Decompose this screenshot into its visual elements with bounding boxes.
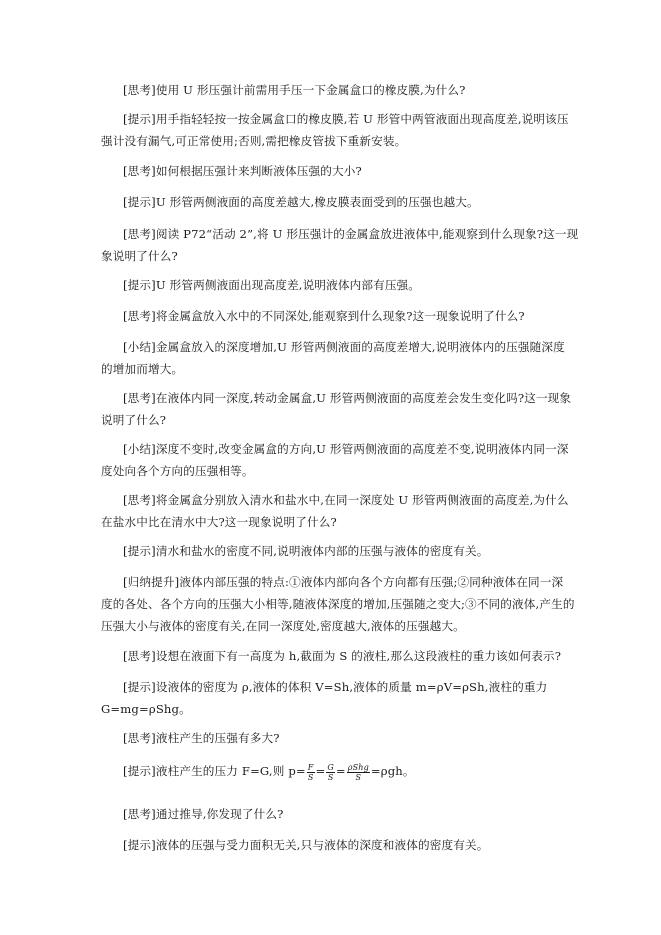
fraction-numerator: F — [307, 762, 314, 772]
text-line: 在盐水中比在清水中大?这一现象说明了什么? — [101, 515, 337, 529]
fraction-g-over-s — [326, 763, 335, 782]
text-line: [思考]将金属盒分别放入清水和盐水中,在同一深度处 U 形管两侧液面的高度差,为什么 — [123, 493, 569, 507]
paragraph-think-9 — [123, 803, 543, 825]
fraction-rhoshg-over-s — [347, 763, 370, 782]
paragraph-think-4 — [123, 305, 543, 327]
paragraph-summary-2 — [101, 438, 569, 482]
text-line: G=mg=ρShg。 — [101, 702, 191, 716]
text-line: [思考]如何根据压强计来判断液体压强的大小? — [123, 164, 362, 178]
fraction-denominator: S — [327, 772, 334, 782]
text-line: [提示]用手指轻轻按一按金属盒口的橡皮膜,若 U 形管中两管液面出现高度差,说明该压 — [123, 112, 569, 126]
equation-line: [提示]液柱产生的压力 F=G,则 p= $\frac{F}{S}$ = $\frac{G}{S}$ = $\frac{\text{ρShg}}{S}$ =ρgh。 — [123, 762, 415, 782]
text-line: [小结]金属盒放入的深度增加,U 形管两侧液面的高度差增大,说明液体内的压强随深度 — [123, 340, 565, 354]
fraction-f-over-s — [307, 763, 315, 782]
text-line: [提示]设液体的密度为 ρ,液体的体积 V=Sh,液体的质量 m=ρV=ρSh,液柱的重力 — [123, 680, 548, 694]
paragraph-think-3 — [101, 223, 579, 267]
text-line: 象说明了什么? — [101, 249, 178, 263]
paragraph-think-7 — [123, 645, 562, 667]
text-line: [归纳提升]液体内部压强的特点:①液体内部向各个方向都有压强;②同种液体在同一深 — [123, 575, 564, 589]
text-line: 度的各处、各个方向的压强大小相等,随液体深度的增加,压强随之变大;③不同的液体,产生的 — [101, 597, 575, 611]
text-line: [思考]将金属盒放入水中的不同深处,能观察到什么现象?这一现象说明了什么? — [123, 309, 525, 323]
paragraph-hint-2 — [123, 191, 543, 213]
text-line: [提示]液体的压强与受力面积无关,只与液体的深度和液体的密度有关。 — [123, 838, 489, 852]
text-line: [提示]U 形管两侧液面的高度差越大,橡皮膜表面受到的压强也越大。 — [123, 195, 479, 209]
text-line: 说明了什么? — [101, 413, 167, 427]
text-line: 压强大小与液体的密度有关,在同一深度处,密度越大,液体的压强越大。 — [101, 619, 465, 633]
paragraph-think-2 — [123, 160, 543, 182]
text-line: [提示]清水和盐水的密度不同,说明液体内部的压强与液体的密度有关。 — [123, 544, 489, 558]
paragraph-conclusion — [101, 571, 575, 637]
paragraph-hint-5 — [101, 676, 548, 720]
text-line: [思考]在液体内同一深度,转动金属盒,U 形管两侧液面的高度差会发生变化吗?这一现象 — [123, 391, 572, 405]
paragraph-summary-1 — [101, 336, 565, 380]
fraction-numerator: G — [327, 762, 334, 772]
text-line: [思考]阅读 P72“活动 2”,将 U 形压强计的金属盒放进液体中,能观察到什么现象?这一现 — [123, 227, 579, 241]
paragraph-think-8 — [123, 727, 543, 749]
fraction-denominator: S — [355, 772, 362, 782]
paragraph-hint-6 — [123, 760, 543, 782]
fraction-numerator: ρShg — [347, 762, 369, 772]
text-line: [思考]通过推导,你发现了什么? — [123, 807, 284, 821]
text-line: 的增加而增大。 — [101, 362, 184, 376]
text-line: [小结]深度不变时,改变金属盒的方向,U 形管两侧液面的高度差不变,说明液体内同一深 — [123, 442, 569, 456]
paragraph-think-6 — [101, 489, 569, 533]
text-line: 度处向各个方向的压强相等。 — [101, 464, 254, 478]
paragraph-hint-1 — [101, 108, 569, 152]
paragraph-hint-3 — [123, 274, 543, 296]
paragraph-hint-7 — [123, 834, 543, 856]
text-line: [思考]液柱产生的压强有多大? — [123, 731, 280, 745]
text-line: [提示]U 形管两侧液面出现高度差,说明液体内部有压强。 — [123, 278, 421, 292]
paragraph-think-5 — [101, 387, 572, 431]
fraction-denominator: S — [307, 772, 314, 782]
text-line: 强计没有漏气,可正常使用;否则,需把橡皮管拔下重新安装。 — [101, 134, 407, 148]
text-line: [思考]使用 U 形压强计前需用手压一下金属盒口的橡皮膜,为什么? — [123, 83, 466, 97]
paragraph-think-1 — [123, 79, 543, 101]
equation-tail: =ρgh。 — [370, 764, 415, 778]
equation-prefix: [提示]液柱产生的压力 F=G,则 p= — [123, 764, 306, 778]
text-line: [思考]设想在液面下有一高度为 h,截面为 S 的液柱,那么这段液柱的重力该如何表示? — [123, 649, 562, 663]
paragraph-hint-4 — [123, 540, 543, 562]
